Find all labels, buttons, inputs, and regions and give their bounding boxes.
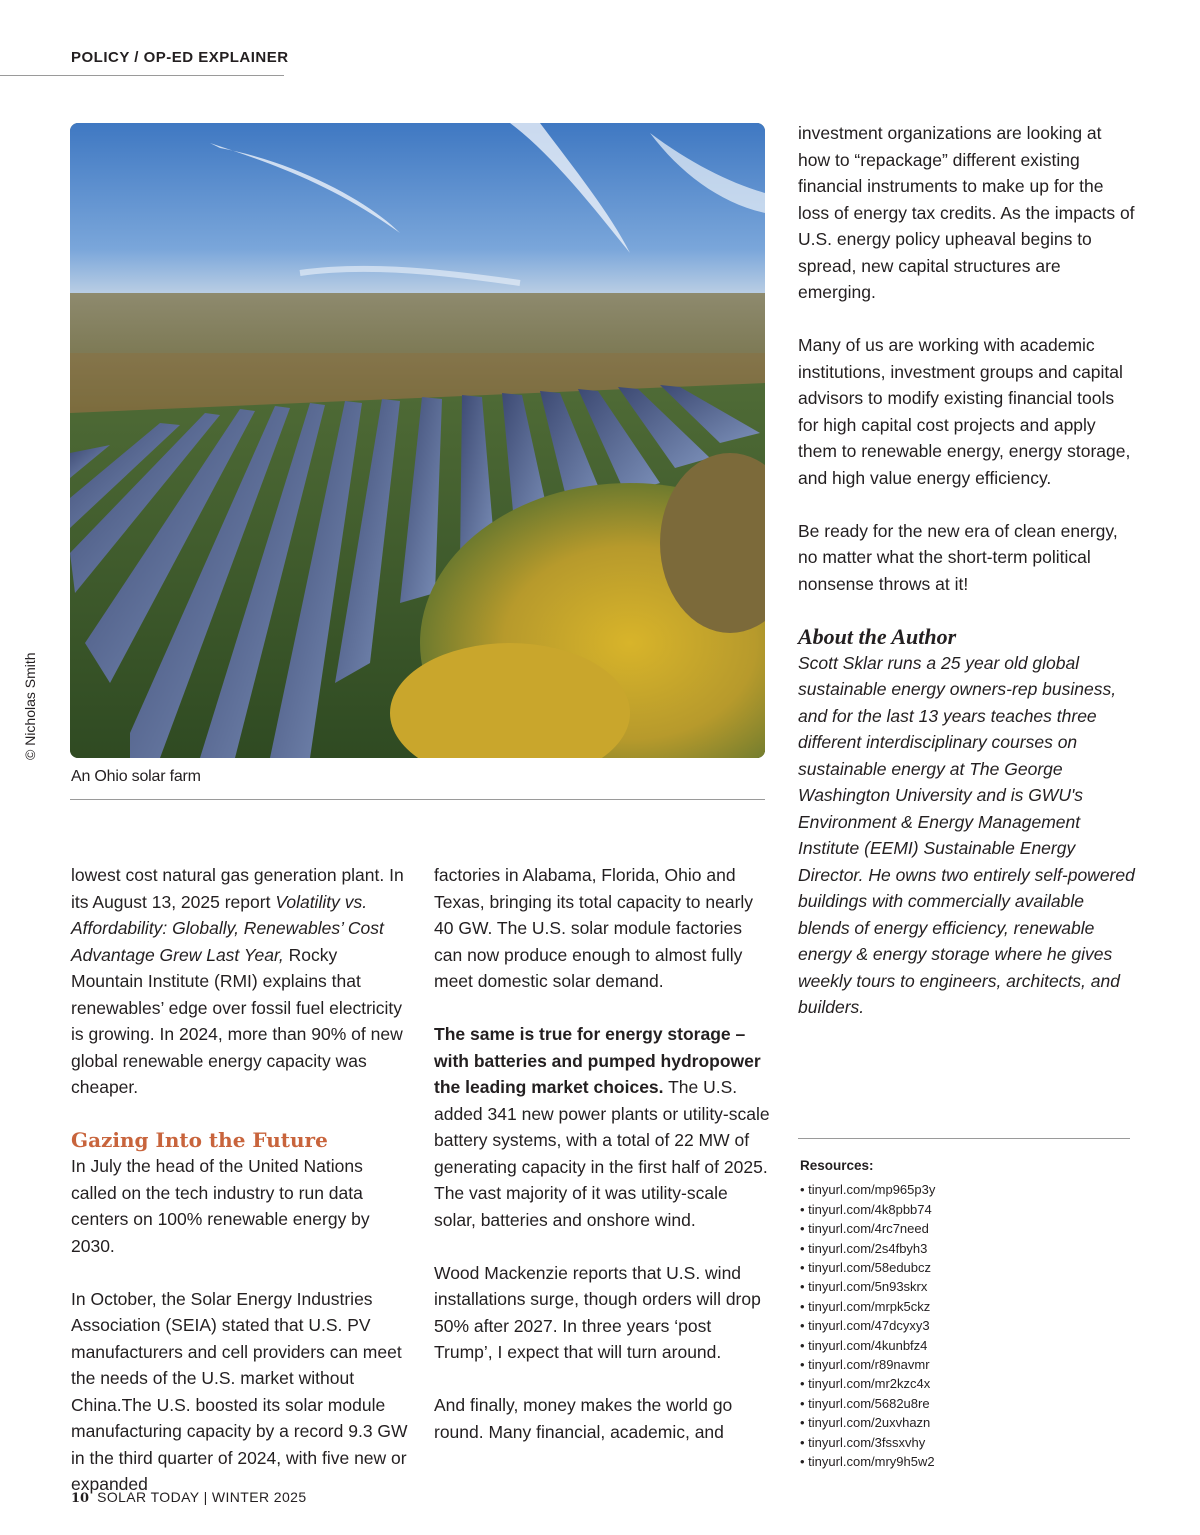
publication-info: SOLAR TODAY | WINTER 2025: [97, 1489, 307, 1505]
resource-link[interactable]: • tinyurl.com/mr2kzc4x: [800, 1374, 1130, 1393]
col2-paragraph-4: And finally, money makes the world go round. Many financial, academic, and: [434, 1395, 733, 1442]
column-2: [434, 862, 774, 1472]
resource-link[interactable]: • tinyurl.com/mrpk5ckz: [800, 1297, 1130, 1316]
bold-lead: The same is true for energy storage – with batteries and pumped hydropower the leading market choices.: [434, 1024, 761, 1097]
resource-link[interactable]: • tinyurl.com/5n93skrx: [800, 1277, 1130, 1296]
page-number: 10: [71, 1491, 90, 1506]
photo-credit: © Nicholas Smith: [22, 652, 38, 760]
column-1: [71, 862, 411, 1524]
col1-paragraph-1: lowest cost natural gas generation plant. In its August 13, 2025 report Volatility vs. Affordability: Globally, Renewables’ Cost Advantage Grew Last Year, Rocky Mountain Institute (RMI) explains that renewables’ edge over fossil fuel electricity is growing. In 2024, more than 90% of new global renewable energy capacity was cheaper.: [71, 865, 404, 1097]
col1-paragraph-2: In July the head of the United Nations called on the tech industry to run data centers on 100% renewable energy by 2030.: [71, 1156, 370, 1256]
col3-paragraph-2: Many of us are working with academic institutions, investment groups and capital advisors to modify existing financial tools for high capital cost projects and apply them to renewable energy, energy storage, and high value energy efficiency.: [798, 335, 1131, 488]
col3-paragraph-1: investment organizations are looking at how to “repackage” different existing financial instruments to make up for the loss of energy tax credits. As the impacts of U.S. energy policy upheaval begins to spread, new capital structures are emerging.: [798, 123, 1135, 302]
resources-list: [800, 1180, 1130, 1471]
solar-farm-illustration: [70, 123, 765, 758]
col2-paragraph-3: Wood Mackenzie reports that U.S. wind installations surge, though orders will drop 50% after 2027. In three years ‘post Trump’, I expect that will turn around.: [434, 1262, 761, 1362]
solar-farm-photo: [70, 123, 765, 758]
resource-link[interactable]: • tinyurl.com/4kunbfz4: [800, 1336, 1130, 1355]
page-footer: [71, 1489, 307, 1506]
resource-link[interactable]: • tinyurl.com/mry9h5w2: [800, 1452, 1130, 1471]
caption-divider: [70, 799, 765, 800]
about-author-heading: About the Author: [798, 623, 957, 649]
resource-link[interactable]: • tinyurl.com/r89navmr: [800, 1355, 1130, 1374]
resource-link[interactable]: • tinyurl.com/58edubcz: [800, 1258, 1130, 1277]
col2-paragraph-2: The same is true for energy storage – with batteries and pumped hydropower the leading market choices. The U.S. added 341 new power plants or utility-scale battery systems, with a total of 22 MW of generating capacity in the first half of 2025. The vast majority of it was utility-scale solar, batteries and onshore wind.: [434, 1024, 770, 1230]
resources-divider: [798, 1138, 1130, 1139]
resource-link[interactable]: • tinyurl.com/2s4fbyh3: [800, 1239, 1130, 1258]
about-author-body: Scott Sklar runs a 25 year old global sustainable energy owners-rep business, and for the last 13 years teaches three different interdisciplinary courses on sustainable energy at The George Washington University and is GWU's Environment & Energy Management Institute (EEMI) Sustainable Energy Director. He owns two entirely self-powered buildings with commercially available blends of energy efficiency, renewable energy & energy storage where he gives weekly tours to engineers, architects, and builders.: [798, 652, 1135, 1017]
photo-caption: An Ohio solar farm: [71, 768, 201, 785]
col1-paragraph-3: In October, the Solar Energy Industries Association (SEIA) stated that U.S. PV manufacturers and cell providers can meet the needs of the U.S. market without China.The U.S. boosted its solar module manufacturing capacity by a record 9.3 GW in the third quarter of 2024, with five new or expanded: [71, 1288, 408, 1494]
section-label: POLICY / OP-ED EXPLAINER: [71, 49, 289, 66]
resource-link[interactable]: • tinyurl.com/3fssxvhy: [800, 1433, 1130, 1452]
resource-link[interactable]: • tinyurl.com/47dcyxy3: [800, 1316, 1130, 1335]
col3-paragraph-3: Be ready for the new era of clean energy, no matter what the short-term political nonsense throws at it!: [798, 520, 1118, 594]
col2-paragraph-1: factories in Alabama, Florida, Ohio and Texas, bringing its total capacity to nearly 40 GW. The U.S. solar module factories can now produce enough to almost fully meet domestic solar demand.: [434, 865, 754, 991]
resource-link[interactable]: • tinyurl.com/2uxvhazn: [800, 1413, 1130, 1432]
column-3: [798, 120, 1138, 1047]
resource-link[interactable]: • tinyurl.com/4rc7need: [800, 1219, 1130, 1238]
section-heading: Gazing Into the Future: [71, 1128, 328, 1152]
report-title: Volatility vs. Affordability: Globally, Renewables’ Cost Advantage Grew Last Year,: [71, 891, 384, 965]
resource-link[interactable]: • tinyurl.com/4k8pbb74: [800, 1200, 1130, 1219]
resource-link[interactable]: • tinyurl.com/mp965p3y: [800, 1180, 1130, 1199]
section-divider: [0, 75, 284, 76]
resources-title: Resources:: [800, 1158, 874, 1173]
resources-box: [800, 1156, 1130, 1472]
resource-link[interactable]: • tinyurl.com/5682u8re: [800, 1394, 1130, 1413]
